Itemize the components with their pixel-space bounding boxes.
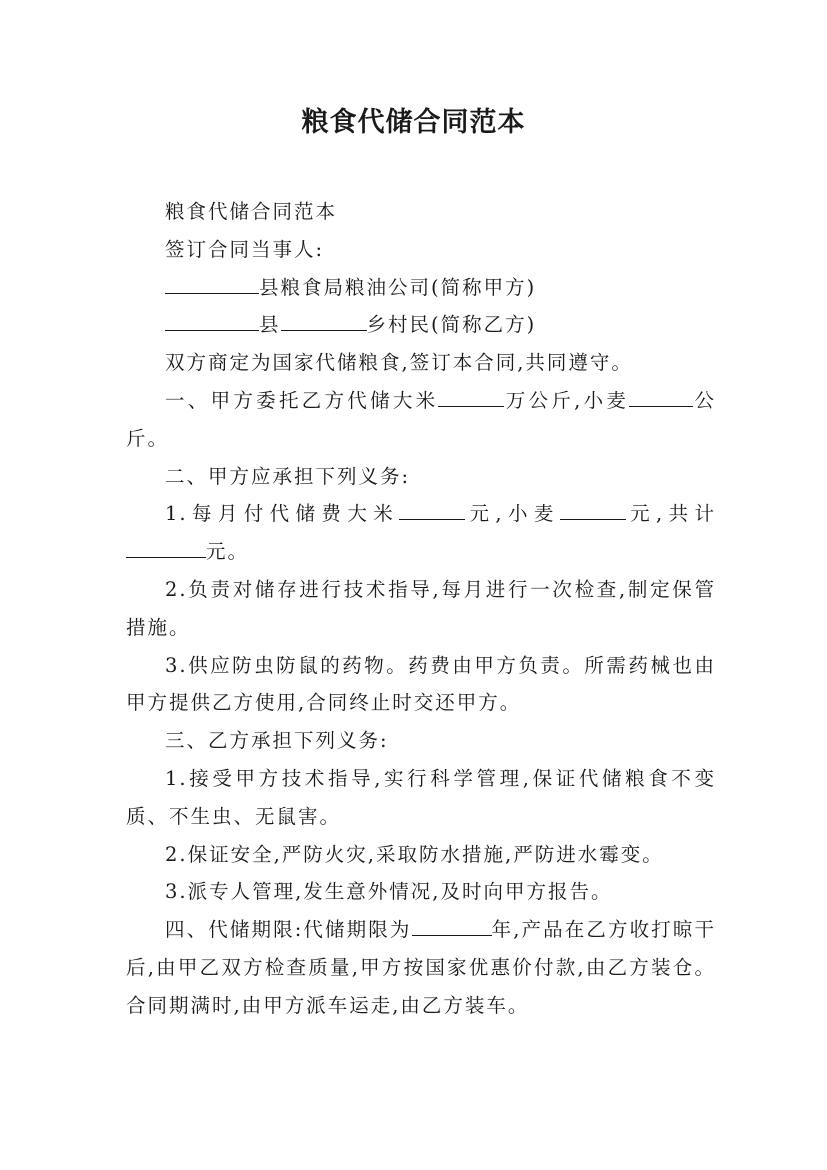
- paragraph-clause-2-2: 2.负责对储存进行技术指导,每月进行一次检查,制定保管措施。: [126, 577, 716, 639]
- blank-wheat-fee: [560, 497, 626, 520]
- blank-wheat-amount: [629, 384, 693, 407]
- blank-storage-years: [412, 913, 492, 936]
- blank-rice-fee: [399, 497, 465, 520]
- paragraph-clause-3-3: 3.派专人管理,发生意外情况,及时向甲方报告。: [165, 880, 613, 904]
- paragraph-clause-3-1: 1.接受甲方技术指导,实行科学管理,保证代储粮食不变质、不生虫、无鼠害。: [126, 766, 716, 828]
- blank-total-fee: [126, 535, 206, 558]
- paragraph-party-a: 县粮食局粮油公司(简称甲方): [126, 269, 716, 307]
- paragraph-clause-4: 四、代储期限:代储期限为 年,产品在乙方收打晾干后,由甲乙双方检查质量,甲方按国家优惠价付款,由乙方装仓。合同期满时,由甲方派车运走,由乙方装车。: [126, 911, 716, 1024]
- paragraph-clause-2-3: 3.供应防虫防鼠的药物。药费由甲方负责。所需药械也由甲方提供乙方使用,合同终止时交还甲方。: [126, 653, 716, 715]
- paragraph-agreement: 双方商定为国家代储粮食,签订本合同,共同遵守。: [165, 351, 633, 375]
- blank-township-b: [281, 308, 367, 331]
- paragraph-party-b: 县 乡村民(简称乙方): [126, 306, 716, 344]
- document-body: [126, 193, 716, 1025]
- paragraph-clause-3-2: 2.保证安全,严防火灾,采取防水措施,严防进水霉变。: [165, 842, 664, 866]
- blank-county-a: [165, 271, 259, 294]
- paragraph-parties-label: 签订合同当事人:: [165, 237, 325, 261]
- paragraph-clause-3-heading: 三、乙方承担下列义务:: [165, 729, 389, 753]
- document-title: 粮食代储合同范本: [301, 107, 526, 138]
- blank-county-b: [165, 308, 259, 331]
- paragraph-clause-2-1: 1.每月付代储费大米 元,小麦 元,共计元。: [126, 495, 716, 571]
- blank-rice-amount: [438, 384, 504, 407]
- paragraph-clause-1: 一、甲方委托乙方代储大米 万公斤,小麦 公斤。: [126, 382, 716, 458]
- paragraph-clause-2-heading: 二、甲方应承担下列义务:: [165, 464, 411, 488]
- paragraph-heading: 粮食代储合同范本: [165, 200, 338, 223]
